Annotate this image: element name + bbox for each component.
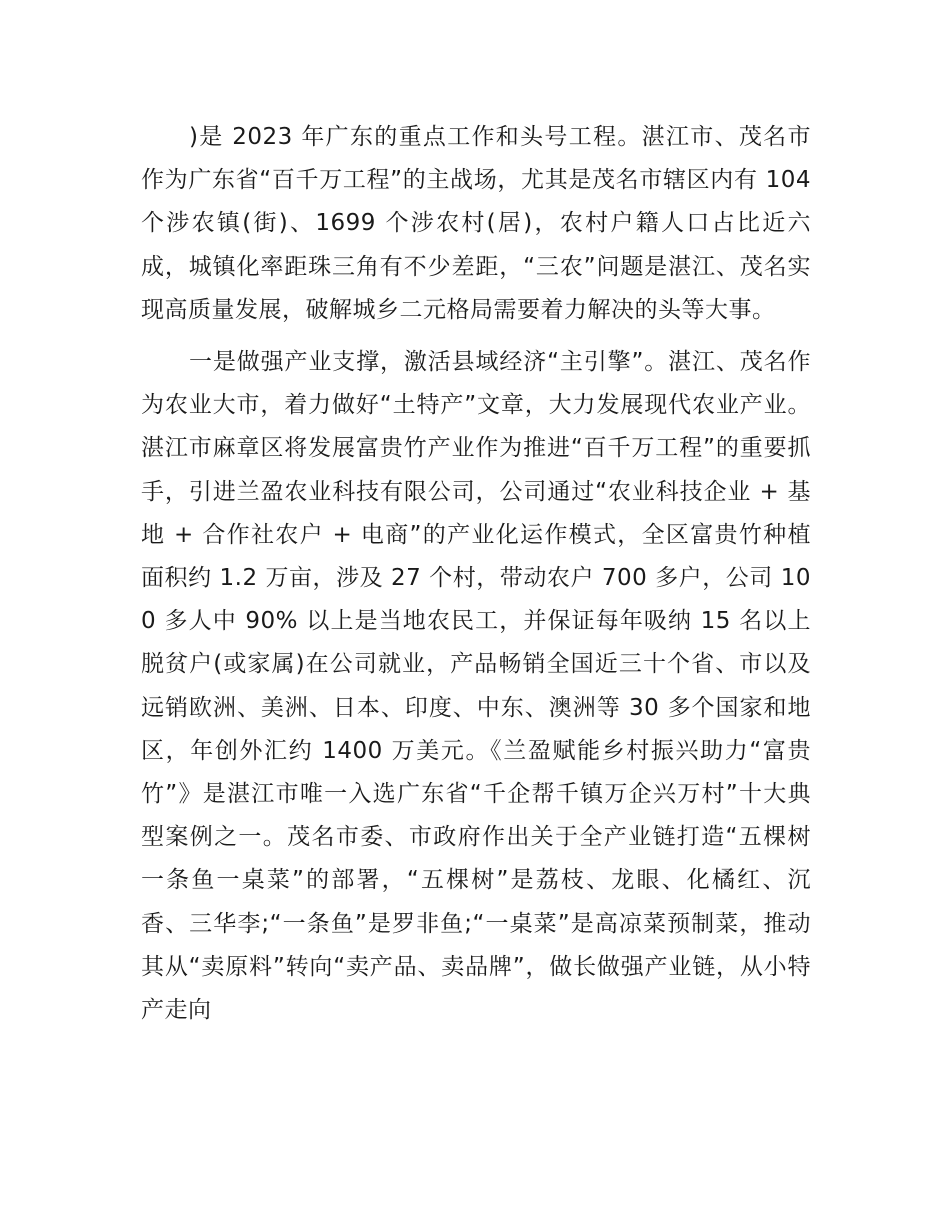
document-page	[141, 116, 811, 1032]
paragraph-1: )是 2023 年广东的重点工作和头号工程。湛江市、茂名市作为广东省“百千万工程”的主战场，尤其是茂名市辖区内有 104 个涉农镇(街)、1699 个涉农村(居)，农村户籍人口占比近六成，城镇化率距珠三角有不少差距，“三农”问题是湛江、茂名实现高质量发展，破解城乡二元格局需要着力解决的头等大事。	[141, 124, 811, 323]
paragraph-2: 一是做强产业支撑，激活县域经济“主引擎”。湛江、茂名作为农业大市，着力做好“土特产”文章，大力发展现代农业产业。湛江市麻章区将发展富贵竹产业作为推进“百千万工程”的重要抓手，引进兰盈农业科技有限公司，公司通过“农业科技企业 + 基地 + 合作社农户 + 电商”的产业化运作模式，全区富贵竹种植面积约 1.2 万亩，涉及 27 个村，带动农户 700 多户，公司 100 多人中 90% 以上是当地农民工，并保证每年吸纳 15 名以上脱贫户(或家属)在公司就业，产品畅销全国近三十个省、市以及远销欧洲、美洲、日本、印度、中东、澳洲等 30 多个国家和地区，年创外汇约 1400 万美元。《兰盈赋能乡村振兴助力“富贵竹”》是湛江市唯一入选广东省“千企帮千镇万企兴万村”十大典型案例之一。茂名市委、市政府作出关于全产业链打造“五棵树一条鱼一桌菜”的部署，“五棵树”是荔枝、龙眼、化橘红、沉香、三华李;“一条鱼”是罗非鱼;“一桌菜”是高凉菜预制菜，推动其从“卖原料”转向“卖产品、卖品牌”，做长做强产业链，从小特产走向	[141, 349, 811, 1024]
